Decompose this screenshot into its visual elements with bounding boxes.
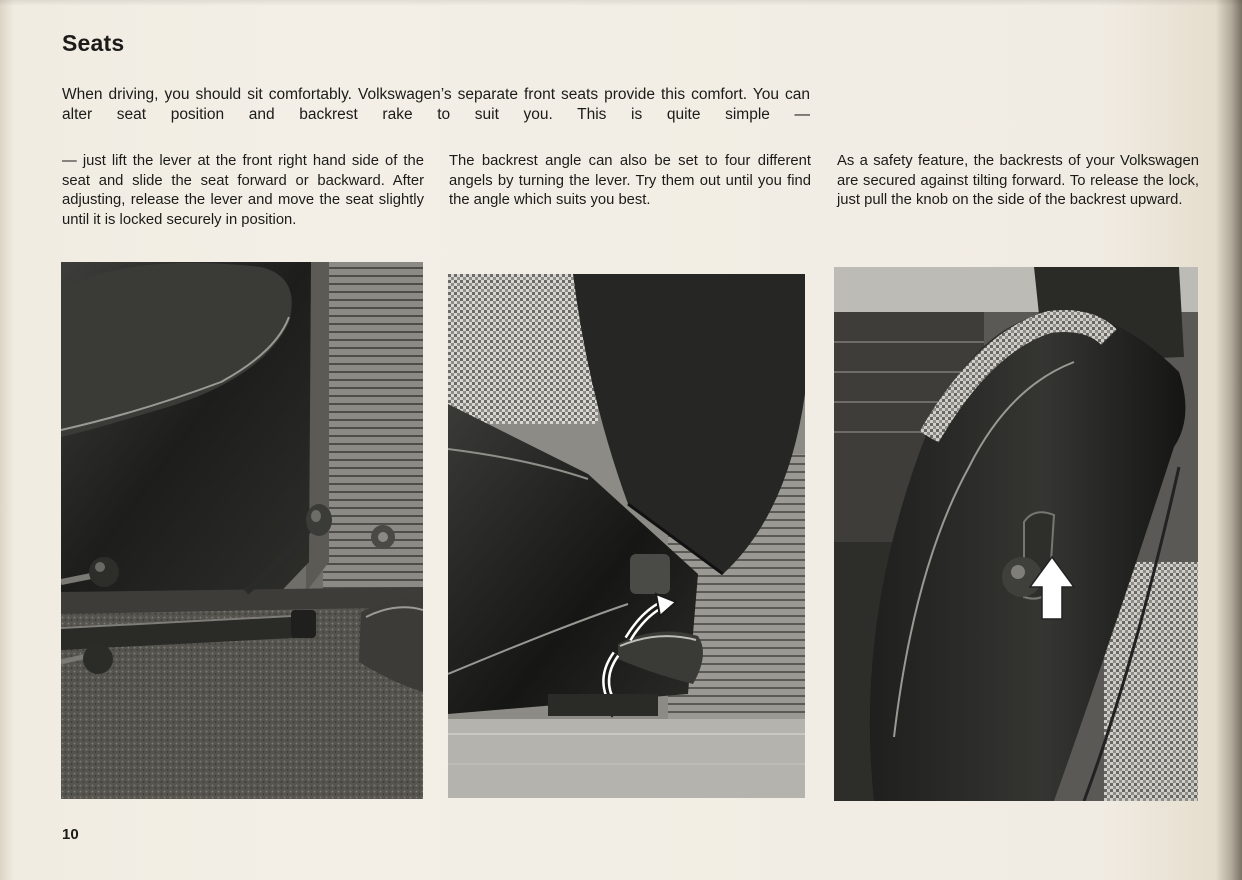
column-backrest-angle-text: The backrest angle can also be set to four different angels by turning the lever. Try them out until you find the angle which suits you best. [449,153,811,209]
intro-paragraph: When driving, you should sit comfortably. Volkswagen’s separate front seats provide this comfort. You can alter seat position and backrest rake to suit you. This is quite simple — [62,86,810,123]
photo-backrest-angle-lever [448,274,805,798]
page-number: 10 [62,826,79,843]
column-seat-slide-text: — just lift the lever at the front right hand side of the seat and slide the seat forward or backward. After adjusting, release the lever and move the seat slightly until it is locked securely in position. [62,153,424,228]
column-backrest-lock-text: As a safety feature, the backrests of your Volkswagen are secured against tilting forward. To release the lock, just pull the knob on the side of the backrest upward. [837,153,1199,209]
photo-seat-slide-lever [61,262,423,799]
book-binding-shadow [1216,0,1242,880]
photo-backrest-lock-knob [834,267,1198,801]
page-title: Seats [62,30,125,56]
